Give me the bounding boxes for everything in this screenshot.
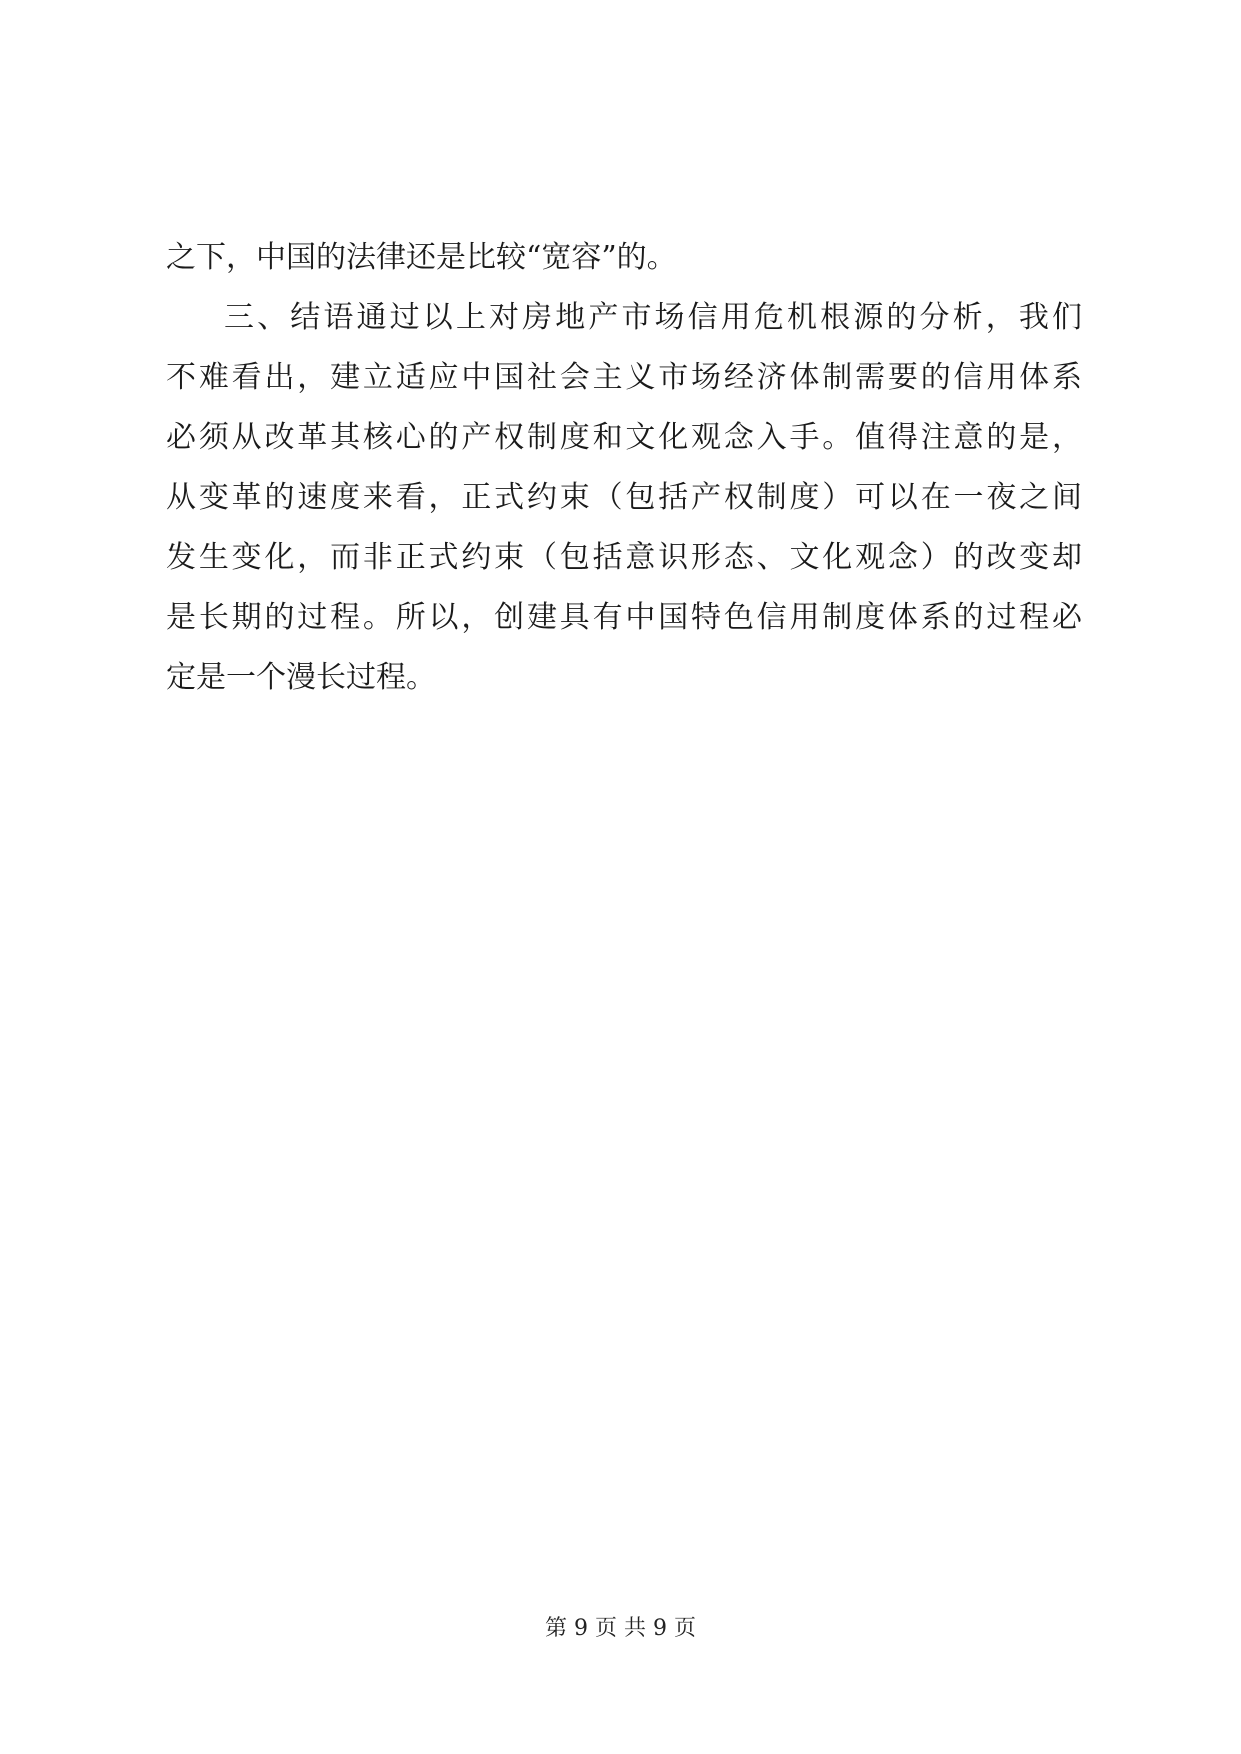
conclusion-line-1: 三、结语通过以上对房地产市场信用危机根源的分析，我们 (224, 300, 1082, 335)
document-body (166, 228, 1082, 708)
conclusion-line-6: 是长期的过程。所以，创建具有中国特色信用制度体系的过程必 (166, 600, 1082, 635)
carry-over-line: 之下，中国的法律还是比较“宽容”的。 (166, 240, 677, 275)
conclusion-line-4: 从变革的速度来看，正式约束（包括产权制度）可以在一夜之间 (166, 480, 1082, 515)
conclusion-line-7: 定是一个漫长过程。 (166, 660, 436, 695)
conclusion-line-5: 发生变化，而非正式约束（包括意识形态、文化观念）的改变却 (166, 540, 1082, 575)
conclusion-line-2: 不难看出，建立适应中国社会主义市场经济体制需要的信用体系 (166, 360, 1082, 395)
conclusion-line-3: 必须从改革其核心的产权制度和文化观念入手。值得注意的是， (166, 420, 1082, 455)
page-footer: 第 9 页 共 9 页 (545, 1616, 696, 1641)
